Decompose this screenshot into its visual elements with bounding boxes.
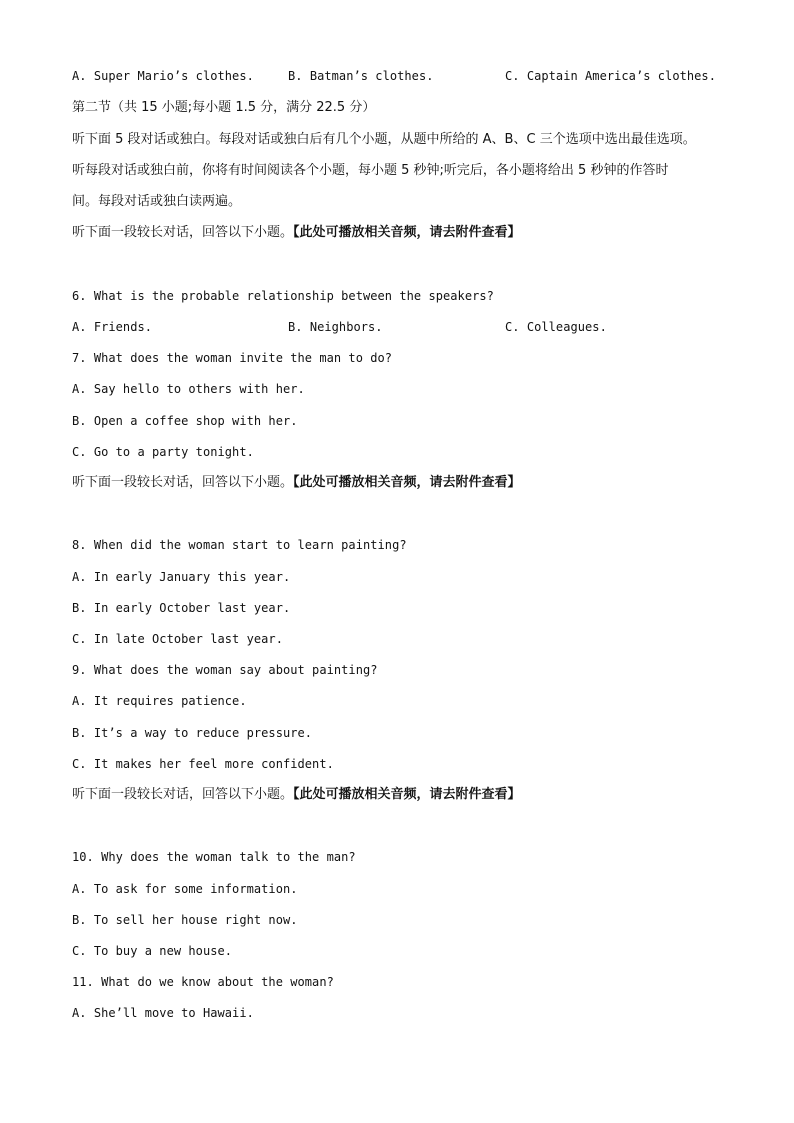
q10-option-b: B. To sell her house right now.: [72, 913, 298, 927]
question-9: 9. What does the woman say about painting?: [72, 663, 378, 677]
instruction-line-2: 听每段对话或独白前，你将有时间阅读各个小题，每小题 5 秒钟;听完后，各小题将给出 5 秒钟的作答时: [72, 163, 669, 178]
question-11: 11. What do we know about the woman?: [72, 975, 334, 989]
question-8: 8. When did the woman start to learn painting?: [72, 538, 407, 552]
instruction-line-1: 听下面 5 段对话或独白。每段对话或独白后有几个小题，从题中所给的 A、B、C 三个选项中选出最佳选项。: [72, 132, 696, 147]
q8-option-a: A. In early January this year.: [72, 570, 291, 584]
audio-prompt-2: [72, 473, 521, 493]
audio-prompt-text: 听下面一段较长对话，回答以下小题。: [72, 787, 294, 802]
q10-option-c: C. To buy a new house.: [72, 944, 233, 958]
q7-option-c: C. Go to a party tonight.: [72, 445, 254, 459]
section-title: 第二节（共 15 小题;每小题 1.5 分，满分 22.5 分）: [72, 100, 376, 115]
audio-prompt-3: [72, 785, 521, 805]
q8-option-c: C. In late October last year.: [72, 632, 283, 646]
audio-prompt-text: 听下面一段较长对话，回答以下小题。: [72, 475, 294, 490]
q6-option-b: B. Neighbors.: [288, 320, 383, 334]
audio-prompt-text: 听下面一段较长对话，回答以下小题。: [72, 225, 294, 240]
audio-attachment-note: 【此处可播放相关音频，请去附件查看】: [293, 225, 521, 240]
option-a: A. Super Mario’s clothes.: [72, 69, 254, 83]
question-6: 6. What is the probable relationship between the speakers?: [72, 289, 494, 303]
option-b: B. Batman’s clothes.: [288, 69, 434, 83]
audio-prompt: [72, 223, 521, 243]
q9-option-b: B. It’s a way to reduce pressure.: [72, 726, 313, 740]
q10-option-a: A. To ask for some information.: [72, 882, 298, 896]
question-10: 10. Why does the woman talk to the man?: [72, 850, 356, 864]
q9-option-a: A. It requires patience.: [72, 694, 247, 708]
q7-option-b: B. Open a coffee shop with her.: [72, 414, 298, 428]
q6-option-c: C. Colleagues.: [505, 320, 607, 334]
q6-option-a: A. Friends.: [72, 320, 153, 334]
q11-option-a: A. She’ll move to Hawaii.: [72, 1006, 254, 1020]
audio-attachment-note: 【此处可播放相关音频，请去附件查看】: [293, 475, 521, 490]
option-c: C. Captain America’s clothes.: [505, 69, 716, 83]
question-7: 7. What does the woman invite the man to do?: [72, 351, 393, 365]
q7-option-a: A. Say hello to others with her.: [72, 382, 305, 396]
q9-option-c: C. It makes her feel more confident.: [72, 757, 334, 771]
instruction-line-3: 间。每段对话或独白读两遍。: [72, 194, 242, 209]
q8-option-b: B. In early October last year.: [72, 601, 291, 615]
audio-attachment-note: 【此处可播放相关音频，请去附件查看】: [293, 787, 521, 802]
